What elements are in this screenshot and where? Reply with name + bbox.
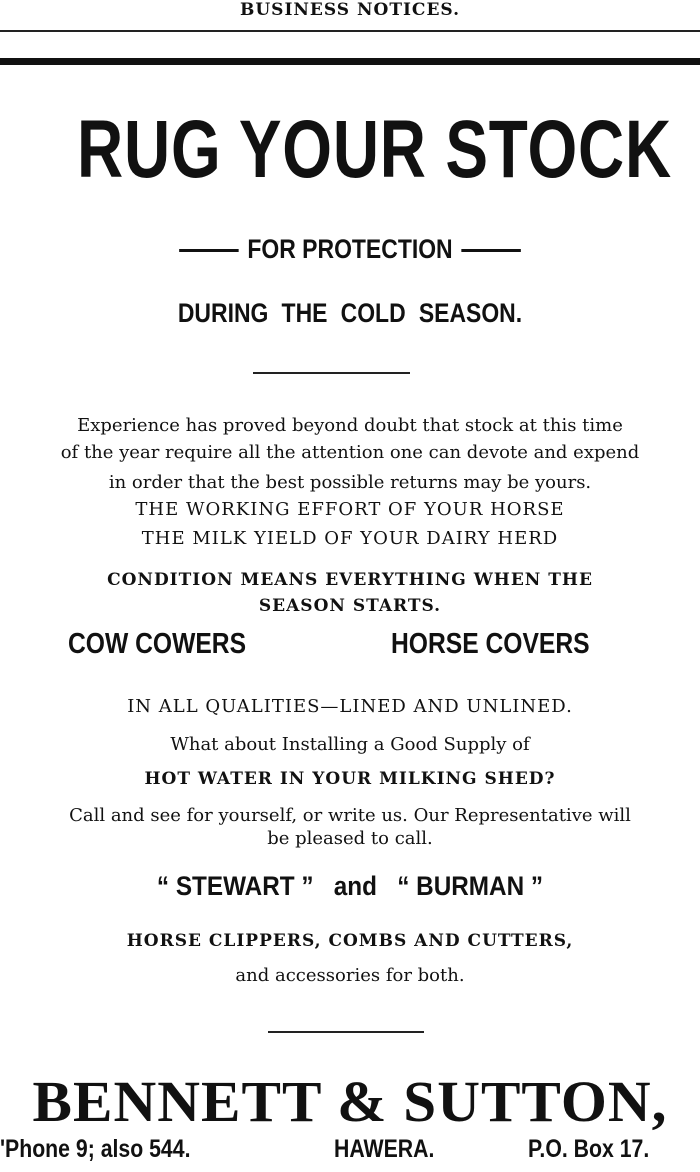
right-dash <box>461 249 521 252</box>
divider-2 <box>268 1031 424 1033</box>
caps-line-horse: THE WORKING EFFORT OF YOUR HORSE <box>135 499 565 520</box>
cow-covers: COW COWERS <box>68 628 247 660</box>
divider-1 <box>253 372 410 374</box>
subhead-season: DURING THE COLD SEASON. <box>177 298 523 328</box>
body-line-3: in order that the best possible returns may be yours. <box>108 472 592 493</box>
contact-po-box: P.O. Box 17. <box>528 1135 650 1163</box>
body-line-2: of the year require all the attention one can devote and expend <box>60 442 640 463</box>
call-line-2: be pleased to call. <box>267 828 433 849</box>
condition-line-1: CONDITION MEANS EVERYTHING WHEN THE <box>107 570 593 590</box>
subhead-protection <box>53 232 648 266</box>
contact-phone: 'Phone 9; also 544. <box>0 1135 191 1163</box>
brand-stewart: “ STEWART ” <box>156 871 314 901</box>
advert-headline: RUG YOUR STOCK <box>77 104 672 195</box>
caps-line-dairy: THE MILK YIELD OF YOUR DAIRY HERD <box>141 528 559 549</box>
horse-covers: HORSE COVERS <box>391 628 590 660</box>
accessories-line: and accessories for both. <box>235 965 465 986</box>
clippers-line: HORSE CLIPPERS, COMBS AND CUTTERS, <box>126 931 574 951</box>
body-line-1: Experience has proved beyond doubt that stock at this time <box>77 415 623 436</box>
call-line-1: Call and see for yourself, or write us. Our Representative will <box>69 805 631 826</box>
brand-burman: “ BURMAN ” <box>397 871 544 901</box>
firm-name: BENNETT & SUTTON, <box>32 1069 668 1134</box>
brands-line <box>35 868 665 904</box>
subhead-protection-text: FOR PROTECTION <box>247 234 453 264</box>
condition-line-2: SEASON STARTS. <box>258 596 442 616</box>
qualities-line: IN ALL QUALITIES—LINED AND UNLINED. <box>127 696 573 717</box>
section-header: BUSINESS NOTICES. <box>239 0 461 20</box>
hot-water-line: HOT WATER IN YOUR MILKING SHED? <box>144 769 556 789</box>
header-rule-thin <box>0 30 700 32</box>
question-line: What about Installing a Good Supply of <box>170 734 530 755</box>
contact-town: HAWERA. <box>334 1135 435 1163</box>
header-rule-thick <box>0 58 700 65</box>
brand-and: and <box>333 871 377 901</box>
left-dash <box>179 249 239 252</box>
